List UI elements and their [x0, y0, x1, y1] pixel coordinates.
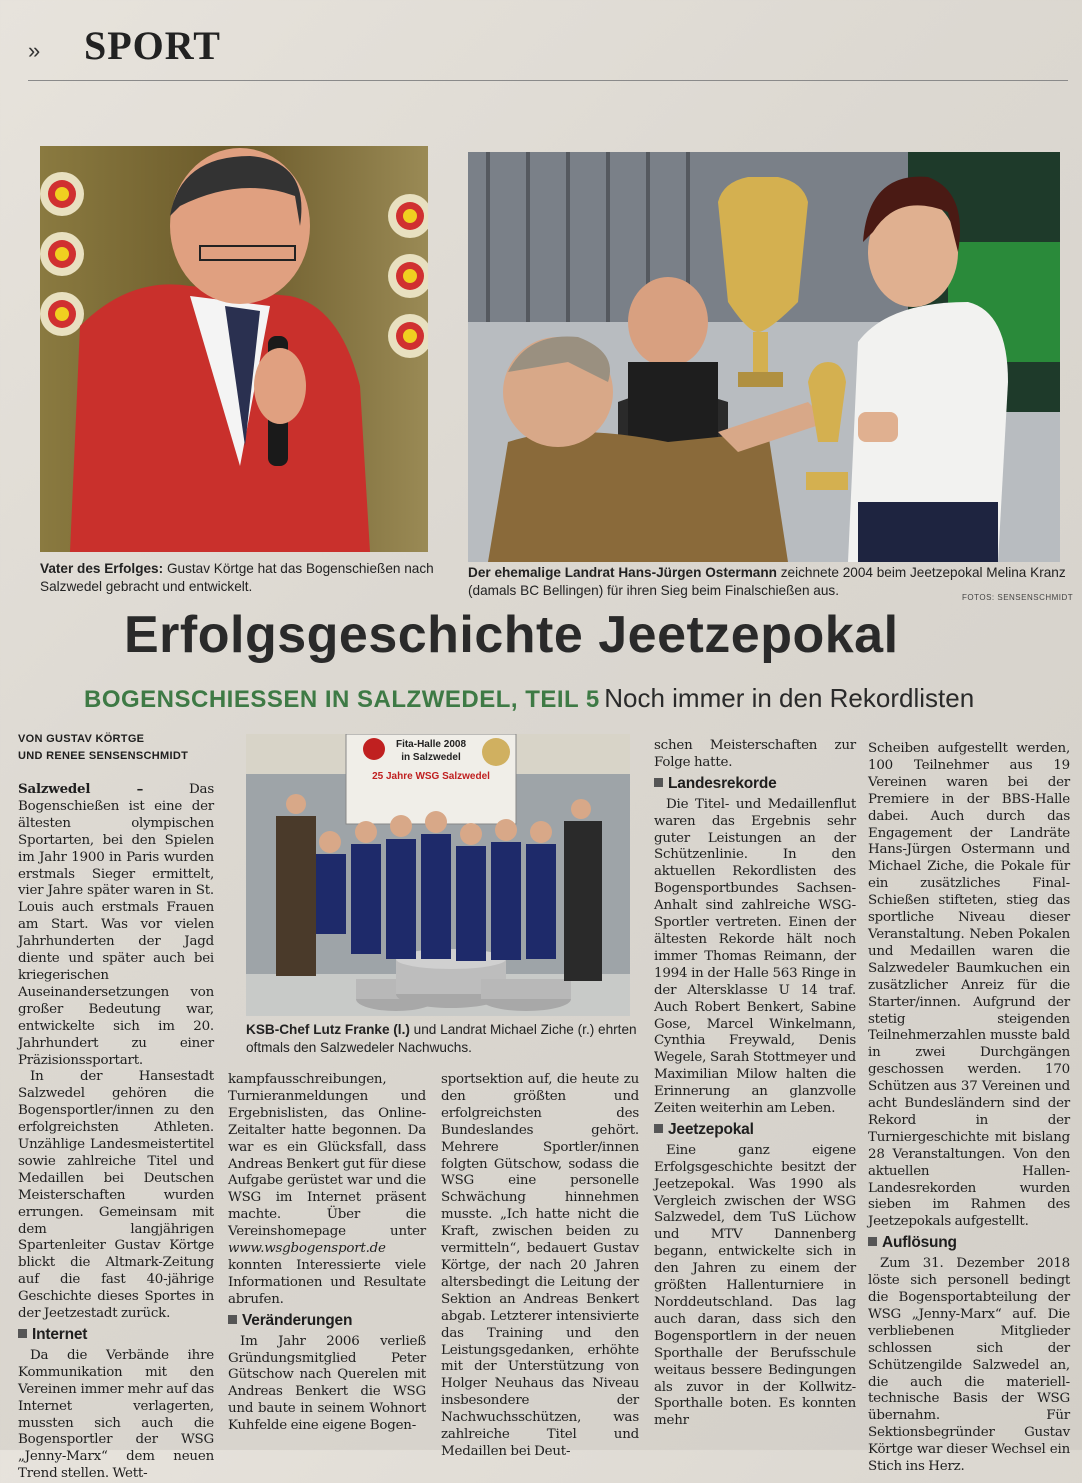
- paragraph-text: Das Bogenschießen ist eine der ältesten olympischen Sportarten, bei den Spielen im Jahr 1900 in Paris wurden erstmals Sieger ermittelt, vier Jahre später waren in St. Louis auch erstmals Frauen am Start. Was vor vielen Jahrhunderten der Jagd diente und später auch bei kriegerischen Auseinandersetzungen von großer Bedeutung war, entwickelte sich im 20. Jahrhundert zu einer Präzisionssportart.: [18, 782, 214, 1068]
- bullet-square-icon: [868, 1237, 877, 1246]
- caption-bold: Der ehemalige Landrat Hans-Jürgen Ostermann: [468, 565, 777, 580]
- paragraph: Scheiben aufgestellt werden, 100 Teilnehmer aus 19 Vereinen waren bei der Premiere in der BBS-Halle dabei. Auch durch das Engagement der Landräte Hans-Jürgen Ostermann und Michael Ziche, die Pokale für ein zusätzliches Final-Schießen stifteten, stieg das sportliche Niveau dieser Veranstaltung. Neben Pokalen und Medaillen waren die Salzwedeler Baumkuchen ein zusätzlicher Anreiz für die Starter/innen. Aufgrund der stetig steigenden Teilnehmerzahlen musste bald in zwei Durchgängen geschossen werden. 170 Schützen aus 37 Vereinen und acht Bundesländern sind der Rekord in der Turniergeschichte mit bislang 28 Veranstaltungen. Von den aktuellen Hallen-Landesrekorden wurden sieben im Rahmen des Jeetzepokals aufgestellt.: [868, 741, 1070, 1230]
- subheading-text: Auflösung: [882, 1234, 957, 1252]
- byline-author-2: UND RENEE SENSENSCHMIDT: [18, 750, 189, 762]
- paragraph: [228, 1072, 426, 1309]
- subheading: [18, 1327, 214, 1344]
- photo-credit: FOTOS: SENSENSCHMIDT: [962, 593, 1074, 602]
- kicker: BOGENSCHIESSEN IN SALZWEDEL, TEIL 5: [84, 686, 600, 713]
- paragraph: Eine ganz eigene Erfolgsgeschichte besitzt der Jeetzepokal. Was 1990 als Vergleich zwischen der WSG Salzwedel, dem TuS Lüchow und MTV Dannenberg begann, entwickelte sich in den Jahren zu einem der größten Hallenturniere in Norddeutschland. Das lag auch daran, dass sich den Bogensportlern in der neuen Sporthalle der Berufsschule weitaus bessere Bedingungen als zuvor in der Kollwitz-Sporthalle boten. Es konnten mehr: [654, 1142, 856, 1429]
- paragraph-text: kampfausschreibungen, Turnieranmeldungen und Ergebnislisten, das Online-Zeitalter hatte begonnen. Da war es ein Glücksfall, dass Andreas Benkert gut für diese Aufgabe gerüstet war und die WSG im Internet präsent machte. Über die Vereinshomepage unter: [228, 1072, 426, 1240]
- homepage-url: www.wsgbogensport.de: [228, 1241, 386, 1257]
- banner-line-3: 25 Jahre WSG Salzwedel: [372, 771, 490, 782]
- caption-text: zeichnete 2004 beim Jeetzepokal Melina Kranz (damals BC Bellingen) für ihren Sieg beim Finalschießen aus.: [468, 565, 1066, 598]
- headline: Erfolgsgeschichte Jeetzepokal: [124, 606, 899, 664]
- photo-team-caption: [246, 1021, 638, 1057]
- subheading-text: Veränderungen: [242, 1311, 353, 1329]
- article-column-2: [228, 1072, 426, 1435]
- subheadline: Noch immer in den Rekordlisten: [604, 683, 975, 713]
- subheading: [868, 1235, 1070, 1252]
- dateline: Salzwedel –: [18, 781, 144, 797]
- bullet-square-icon: [654, 1124, 663, 1133]
- section-title: SPORT: [84, 23, 221, 68]
- article-column-1: [18, 781, 214, 1483]
- caption-text: Gustav Körtge hat das Bogenschießen nach Salzwedel gebracht und entwickelt.: [40, 561, 434, 594]
- paragraph: [18, 781, 214, 1069]
- photo-speaker: [40, 146, 428, 552]
- bullet-square-icon: [228, 1315, 237, 1324]
- bullet-square-icon: [18, 1329, 27, 1338]
- subheading-text: Jeetzepokal: [668, 1120, 754, 1138]
- caption-bold: KSB-Chef Lutz Franke (l.): [246, 1022, 410, 1037]
- article-column-4: [654, 738, 856, 1430]
- paragraph: Da die Verbände ihre Kommunikation mit den Vereinen immer mehr auf das Internet verlagerten, mussten sich auch die Bogensportler der WSG „Jenny-Marx“ dem neuen Trend stellen. Wett-: [18, 1347, 214, 1482]
- section-rule: [28, 80, 1068, 81]
- byline-author-1: VON GUSTAV KÖRTGE: [18, 733, 145, 745]
- paragraph: Im Jahr 2006 verließ Gründungsmitglied Peter Gütschow nach Querelen mit Andreas Benkert die WSG und baute in seinem Wohnort Kuhfelde eine eigene Bogen-: [228, 1333, 426, 1434]
- paragraph: sportsektion auf, die heute zu den größten und erfolgreichsten des Bundeslandes gehört. Mehrere Sportler/innen folgten Gütschow, sodass die WSG eine personelle Schwächung hinnehmen musste. „Ich hatte nicht die Kraft, zwischen beiden zu vermitteln“, bedauert Gustav Körtge, der nach 20 Jahren altersbedingt die Leitung der Sektion an Andreas Benkert abgab. Letzterer intensivierte das Training und den Leistungsgedanken, erhöhte mit der Unterstützung von Holger Neuhaus das Niveau insbesondere der Nachwuchsschützen, was zahlreiche Titel und Medaillen bei Deut-: [441, 1072, 639, 1459]
- subheading-text: Landesrekorde: [668, 774, 777, 792]
- byline: [18, 731, 228, 765]
- subheading-text: Internet: [32, 1326, 88, 1343]
- section-marker: »: [28, 38, 41, 63]
- article-column-3: [441, 1072, 639, 1461]
- subheading: [228, 1313, 426, 1330]
- paragraph: Die Titel- und Medaillenflut waren das Ergebnis sehr guter Leistungen an der Schützenlinie. In den aktuellen Rekordlisten des Bogensportbundes Sachsen-Anhalt sind zahlreiche WSG-Sportler vertreten. Einen der ältesten Rekorde hält noch immer Thomas Reimann, der 1994 in der Halle 563 Ringe in der Altersklasse U 14 traf. Auch Robert Benkert, Sabine Gose, Marcel Winkelmann, Cynthia Freywald, Denis Wegele, Sarah Stottmeyer und Maximilian Milow halten die Erinnerung an glanzvolle Zeiten weiterhin am Leben.: [654, 796, 856, 1117]
- paragraph-text: konnten Interessierte viele Informationen und Resultate abrufen.: [228, 1257, 426, 1307]
- subheading: [654, 776, 856, 793]
- photo-trophy: [468, 152, 1060, 562]
- article-column-5: [868, 741, 1070, 1476]
- kicker-line: [84, 683, 974, 714]
- banner-line-1: Fita-Halle 2008: [395, 739, 467, 750]
- bullet-square-icon: [654, 778, 663, 787]
- caption-text: und Landrat Michael Ziche (r.) ehrten oftmals den Salzwedeler Nachwuchs.: [246, 1022, 637, 1055]
- paragraph: schen Meisterschaften zur Folge hatte.: [654, 738, 856, 770]
- caption-bold: Vater des Erfolges:: [40, 561, 164, 576]
- paragraph: In der Hansestadt Salzwedel gehören die Bogensportler/innen zu den erfolgreichsten Athleten. Unzählige Landesmeistertitel sowie zahlreiche Titel und Medaillen bei Deutschen Meisterschaften wurden errungen. Gemeinsam mit dem langjährigen Spartenleiter Gustav Körtge blickt die Altmark-Zeitung auf die fast 40-jährige Geschichte dieses Sportes in der Jeetzestadt zurück.: [18, 1069, 214, 1322]
- paragraph: Zum 31. Dezember 2018 löste sich personell bedingt die Bogensportabteilung der WSG „Jenny-Marx“ auf. Die verbliebenen Mitglieder schlossen sich der Schützengilde Salzwedel an, die auch die materiell-technische Basis der WSG übernahm. Für Sektionsbegründer Gustav Körtge war dieser Wechsel ein Stich ins Herz.: [868, 1256, 1070, 1475]
- photo-speaker-caption: [40, 560, 435, 596]
- photo-team: [246, 734, 630, 1016]
- banner-line-2: in Salzwedel: [401, 752, 461, 763]
- subheading: [654, 1122, 856, 1139]
